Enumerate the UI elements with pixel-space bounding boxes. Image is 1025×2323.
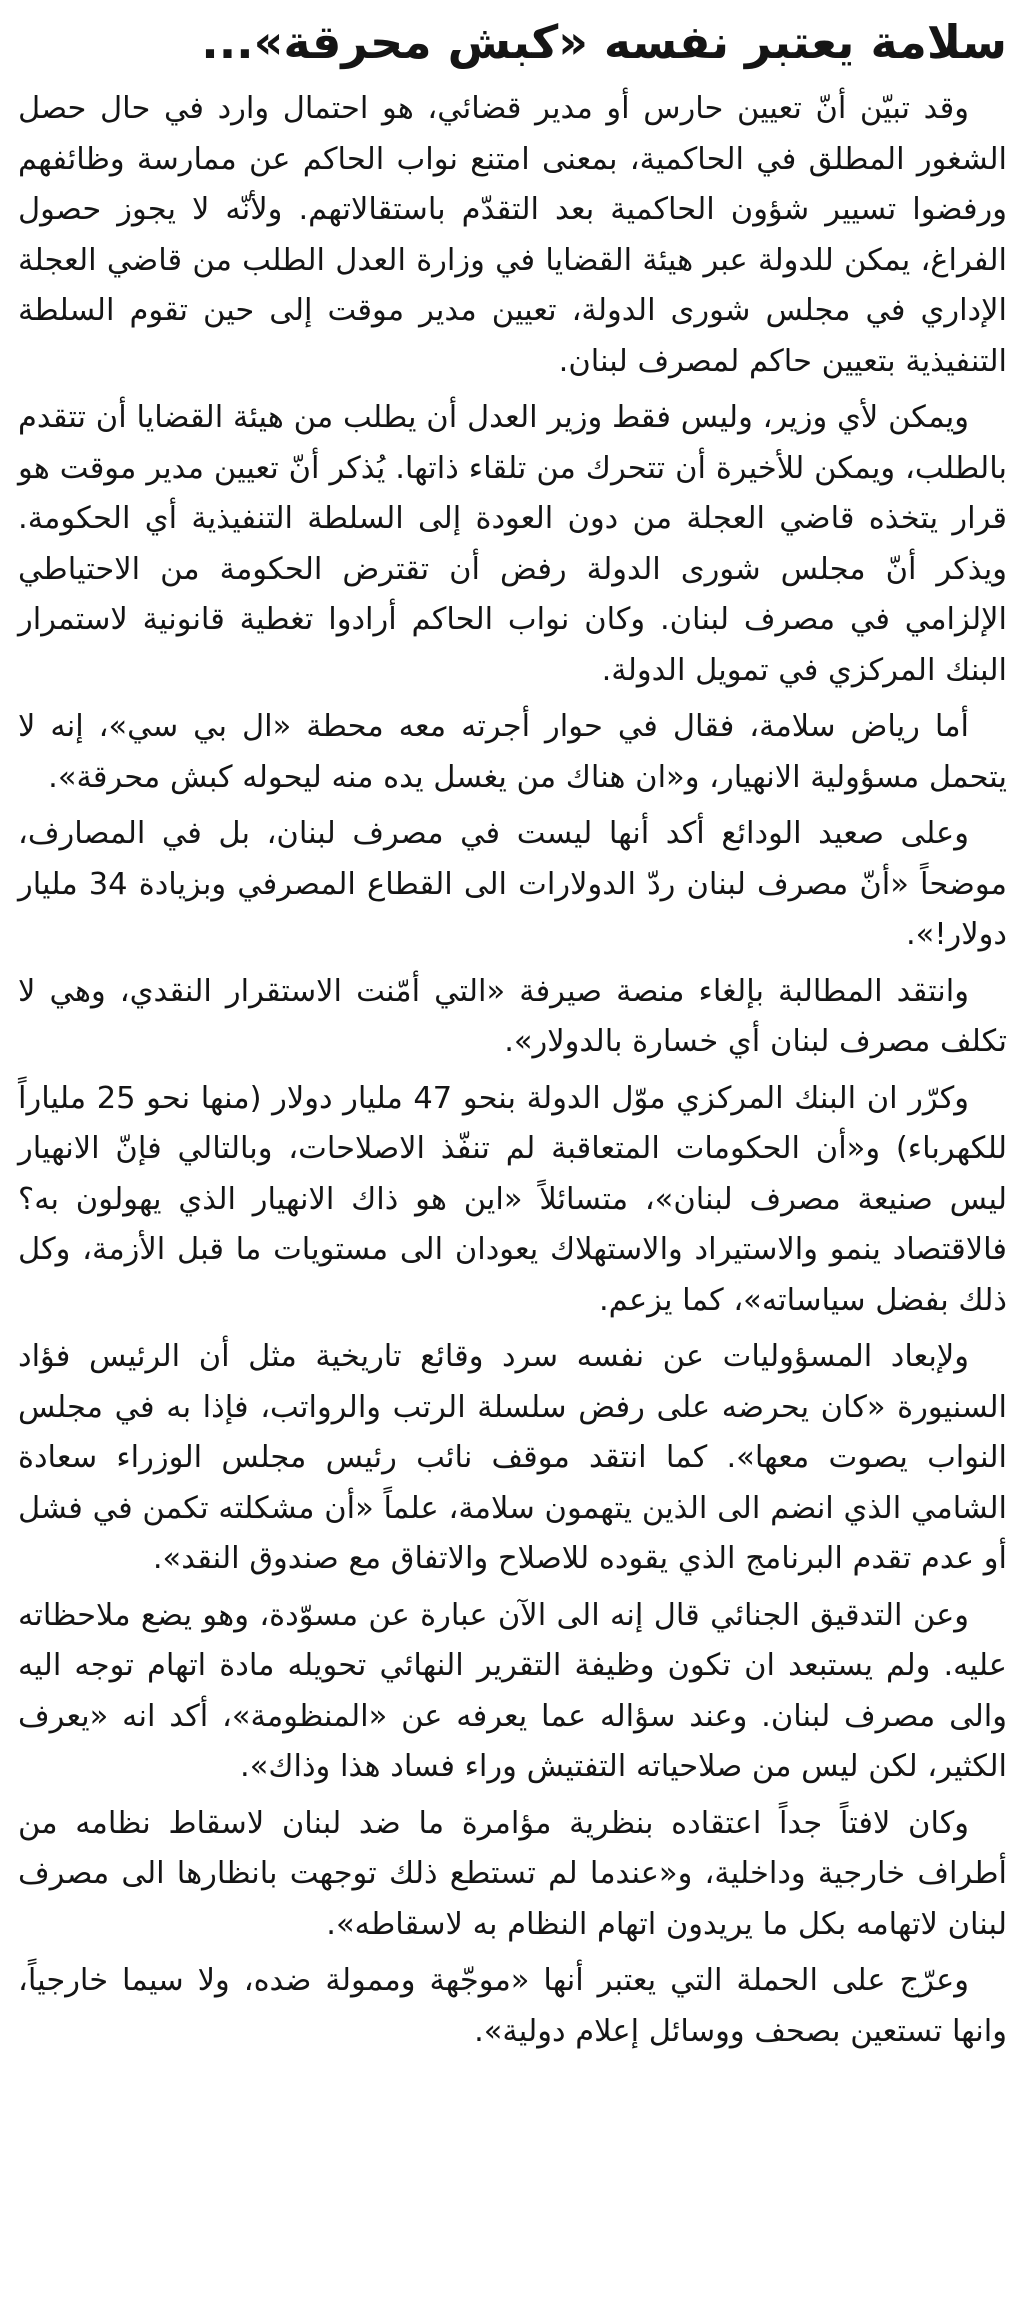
- paragraph: وكان لافتاً جداً اعتقاده بنظرية مؤامرة ما ضد لبنان لاسقاط نظامه من أطراف خارجية وداخلية، و«عندما لم تستطع ذلك توجهت بانظارها الى مصرف لبنان لاتهامه بكل ما يريدون اتهام النظام به لاسقاطه».: [18, 1805, 1007, 1942]
- paragraph: أما رياض سلامة، فقال في حوار أجرته معه محطة «ال بي سي»، إنه لا يتحمل مسؤولية الانهيار، و«ان هناك من يغسل يده منه ليحوله كبش محرقة».: [18, 709, 1007, 795]
- paragraph: وانتقد المطالبة بإلغاء منصة صيرفة «التي أمّنت الاستقرار النقدي، وهي لا تكلف مصرف لبنان أي خسارة بالدولار».: [18, 973, 1007, 1059]
- paragraph: ولإبعاد المسؤوليات عن نفسه سرد وقائع تاريخية مثل أن الرئيس فؤاد السنيورة «كان يحرضه على رفض سلسلة الرتب والرواتب، فإذا به في مجلس النواب يصوت معها». كما انتقد موقف نائب رئيس مجلس الوزراء سعادة الشامي الذي انضم الى الذين يتهمون سلامة، علماً «أن مشكلته تكمن في فشل أو عدم تقدم البرنامج الذي يقوده للاصلاح والاتفاق مع صندوق النقد».: [18, 1339, 1007, 1576]
- paragraph: وعن التدقيق الجنائي قال إنه الى الآن عبارة عن مسوّدة، وهو يضع ملاحظاته عليه. ولم يستبعد ان تكون وظيفة التقرير النهائي تحويله مادة اتهام توجه اليه والى مصرف لبنان. وعند سؤاله عما يعرفه عن «المنظومة»، أكد انه «يعرف الكثير، لكن ليس من صلاحياته التفتيش وراء فساد هذا وذاك».: [18, 1597, 1007, 1784]
- article-headline: سلامة يعتبر نفسه «كبش محرقة»...: [201, 15, 1007, 69]
- paragraph: وعرّج على الحملة التي يعتبر أنها «موجّهة وممولة ضده، ولا سيما خارجياً، وانها تستعين بصحف ووسائل إعلام دولية».: [18, 1963, 1007, 2049]
- paragraph: وكرّر ان البنك المركزي موّل الدولة بنحو 47 مليار دولار (منها نحو 25 ملياراً للكهرباء) و«أن الحكومات المتعاقبة لم تنفّذ الاصلاحات، وبالتالي فإنّ الانهيار ليس صنيعة مصرف لبنان»، متسائلاً «اين هو ذاك الانهيار الذي يهولون به؟ فالاقتصاد ينمو والاستيراد والاستهلاك يعودان الى مستويات ما قبل الأزمة، وكل ذلك بفضل سياساته»، كما يزعم.: [18, 1080, 1007, 1318]
- paragraph: ويمكن لأي وزير، وليس فقط وزير العدل أن يطلب من هيئة القضايا أن تتقدم بالطلب، ويمكن للأخيرة أن تتحرك من تلقاء ذاتها. يُذكر أنّ تعيين مدير موقت هو قرار يتخذه قاضي العجلة من دون العودة إلى السلطة التنفيذية أي الحكومة. ويذكر أنّ مجلس شورى الدولة رفض أن تقترض الحكومة من الاحتياطي الإلزامي في مصرف لبنان. وكان نواب الحاكم أرادوا تغطية قانونية لاستمرار البنك المركزي في تمويل الدولة.: [18, 400, 1007, 688]
- paragraph: وعلى صعيد الودائع أكد أنها ليست في مصرف لبنان، بل في المصارف، موضحاً «أنّ مصرف لبنان ردّ الدولارات الى القطاع المصرفي وبزيادة 34 مليار دولار!».: [18, 816, 1007, 952]
- article-body: [18, 84, 1007, 2057]
- paragraph: وقد تبيّن أنّ تعيين حارس أو مدير قضائي، هو احتمال وارد في حال حصل الشغور المطلق في الحاكمية، بمعنى امتنع نواب الحاكم عن ممارسة وظائفهم ورفضوا تسيير شؤون الحاكمية بعد التقدّم باستقالاتهم. ولأنّه لا يجوز حصول الفراغ، يمكن للدولة عبر هيئة القضايا في وزارة العدل الطلب من قاضي العجلة الإداري في مجلس شورى الدولة، تعيين مدير موقت إلى حين تقوم السلطة التنفيذية بتعيين حاكم لمصرف لبنان.: [18, 91, 1007, 379]
